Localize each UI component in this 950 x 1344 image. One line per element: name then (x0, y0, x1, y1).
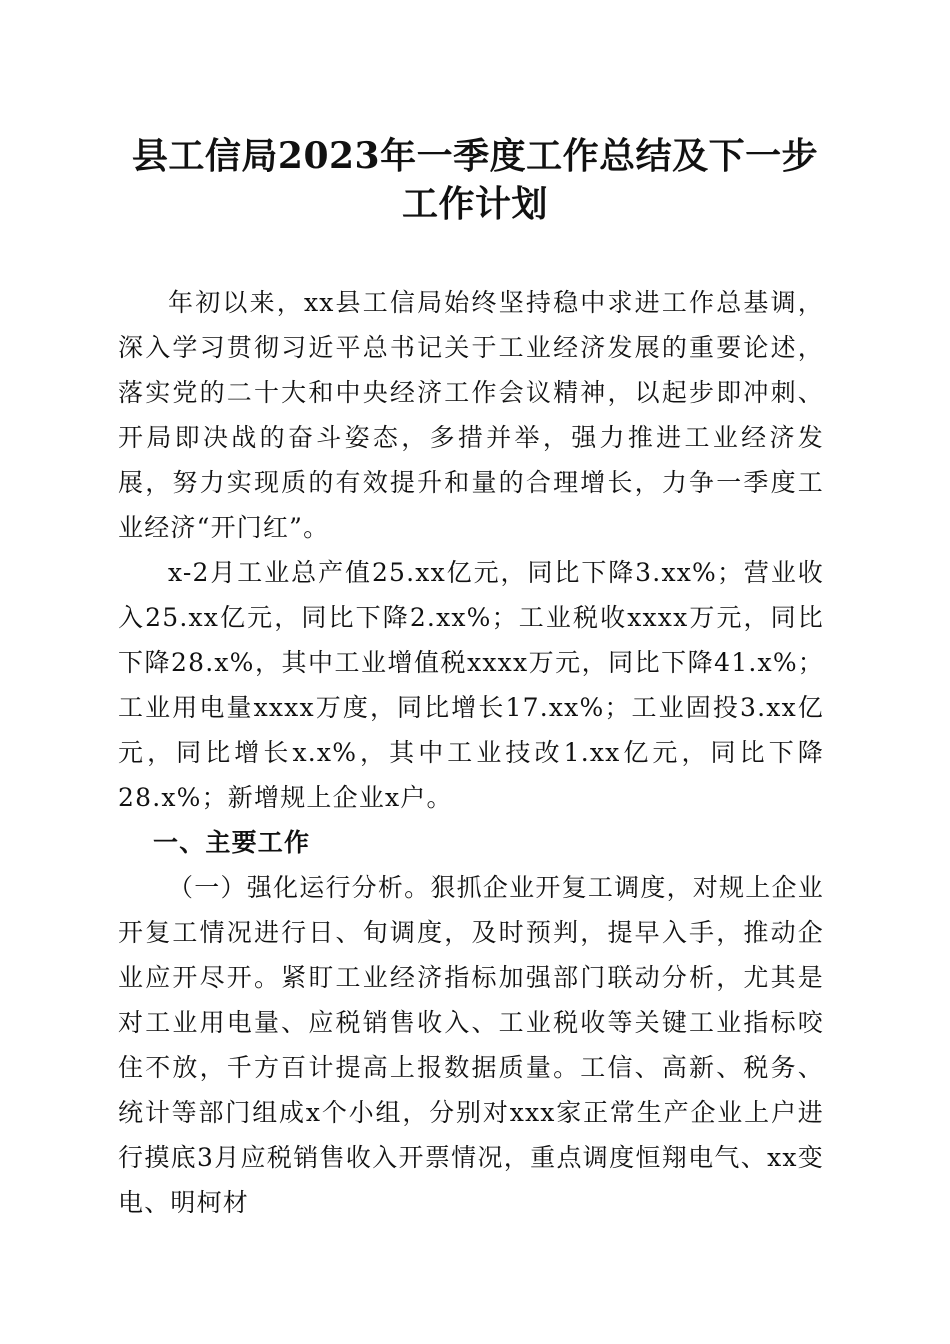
document-body (118, 280, 824, 1225)
document-title: 县工信局2023年一季度工作总结及下一步工作计划 (131, 135, 819, 225)
subsection-paragraph (118, 865, 824, 1225)
statistics-paragraph: x-2月工业总产值25.xx亿元，同比下降3.xx%；营业收入25.xx亿元，同比下降2.xx%；工业税收xxxx万元，同比下降28.x%，其中工业增值税xxxx万元，同比下降41.x%；工业用电量xxxx万度，同比增长17.xx%；工业固投3.xx亿元，同比增长x.x%，其中工业技改1.xx亿元，同比下降28.x%；新增规上企业x户。 (118, 558, 824, 812)
subsection-heading: （一）强化运行分析。 (168, 873, 431, 902)
section-heading: 一、主要工作 (153, 828, 311, 857)
intro-paragraph: 年初以来，xx县工信局始终坚持稳中求进工作总基调，深入学习贯彻习近平总书记关于工业经济发展的重要论述，落实党的二十大和中央经济工作会议精神，以起步即冲刺、开局即决战的奋斗姿态，多措并举，强力推进工业经济发展，努力实现质的有效提升和量的合理增长，力争一季度工业经济“开门红”。 (118, 288, 824, 542)
subsection-text: 狠抓企业开复工调度，对规上企业开复工情况进行日、旬调度，及时预判，提早入手，推动企业应开尽开。紧盯工业经济指标加强部门联动分析，尤其是对工业用电量、应税销售收入、工业税收等关键工业指标咬住不放，千方百计提高上报数据质量。工信、高新、税务、统计等部门组成x个小组，分别对xxx家正常生产企业上户进行摸底3月应税销售收入开票情况，重点调度恒翔电气、xx变电、明柯材 (118, 873, 824, 1217)
